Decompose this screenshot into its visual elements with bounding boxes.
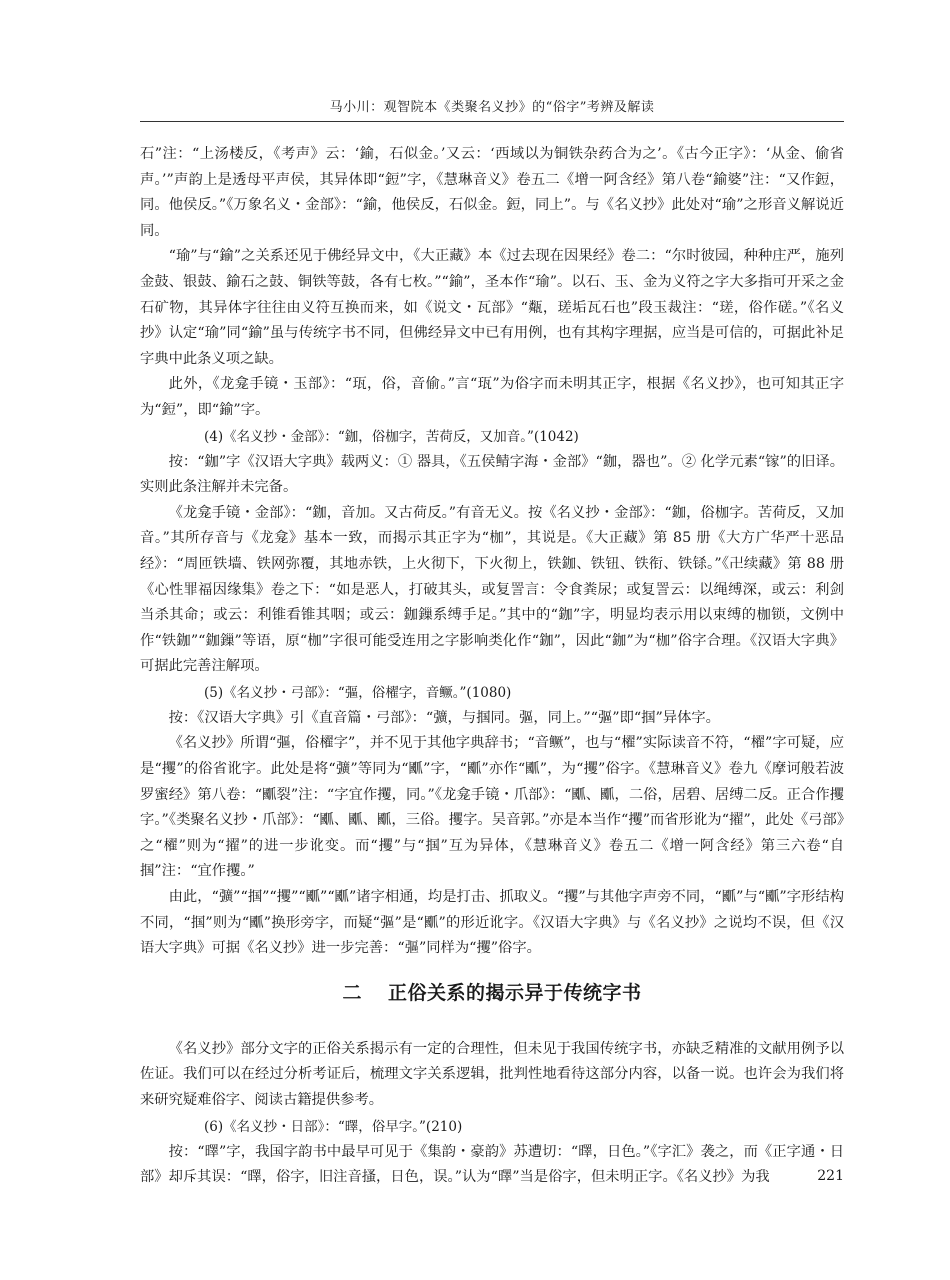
example-6-quote: (6)《名义抄・日部》：“曎，俗早字。”(210): [204, 1118, 463, 1135]
section-number: 二: [342, 981, 362, 1004]
page-number: 221: [817, 1168, 844, 1184]
paragraph-8: 按：《汉语大字典》引《直音篇・弓部》：“彍，与掴同。彄，同上。”“彄”即“掴”异体字。: [168, 709, 720, 726]
paragraph-10: 由此，“彍”“掴”“攫”“爴”“爴”诸字相通，均是打击、抓取义。“攫”与其他字声旁不同，“爴”与“爴”字形结构不同，“掴”则为“爴”换形旁字，而疑“彄”是“爴”的形近讹字。《汉语大字典》与《名义抄》之说均不误，但《汉语大字典》可据《名义抄》进一步完善：“彄”同样为“攫”俗字。: [140, 889, 844, 957]
paragraph-6: 《龙龛手镜・金部》：“鉫，音加。又古荷反。”有音无义。按《名义抄・金部》：“鉫，俗枷字。苦荷反，又加音。”其所存音与《龙龛》基本一致，而揭示其正字为“枷”，其说是。《大正藏》第 85 册《大方广华严十恶品经》：“周匝铁墙、铁网弥覆，其地赤铁，上火彻下，下火彻上，铁鉫、铁钮、铁衔、铁铩。”《卍续藏》第 88 册《心性罪福因缘集》卷之下：“如是恶人，打破其头，或复詈言：令食粪尿；或复詈云：以绳缚深，或云：利剑当杀其命；或云：利锥看锥其咽；或云：鉫鏁系缚手足。”其中的“鉫”字，明显均表示用以束缚的枷锁，文例中作“铁鉫”“鉫鏁”等语，原“枷”字很可能受连用之字影响类化作“鉫”，因此“鉫”为“枷”俗字合理。《汉语大字典》可据此完善注解项。: [140, 504, 844, 675]
article-body: [140, 142, 844, 1191]
paragraph-1: 石”注：“上汤楼反，《考声》云：‘鍮，石似金。’又云：‘西域以为铜铁杂药合为之’。《古今正字》：‘从金、偷省声。’”声韵上是透母平声侯，其异体即“鋀”字，《慧琳音义》卷五二《增一阿含经》第八卷“鍮婆”注：“又作鋀，同。他侯反。”《万象名义・金部》：“鍮，他侯反，石似金。鋀，同上”。与《名义抄》此处对“瑜”之形音义解说近同。: [140, 146, 844, 239]
running-header: 马小川：观智院本《类聚名义抄》的“俗字”考辨及解读: [140, 96, 844, 122]
paragraph-11: 《名义抄》部分文字的正俗关系揭示有一定的合理性，但未见于我国传统字书，亦缺乏精准的文献用例予以佐证。我们可以在经过分析考证后，梳理文字关系逻辑，批判性地看待这部分内容，以备一说。也许会为我们将来研究疑难俗字、阅读古籍提供参考。: [140, 1040, 844, 1108]
paragraph-3: 此外，《龙龛手镜・玉部》：“珁，俗，音偷。”言“珁”为俗字而未明其正字，根据《名义抄》，也可知其正字为“鋀”，即“鍮”字。: [140, 376, 844, 418]
paragraph-5: 按：“鉫”字《汉语大字典》载两义：① 器具，《五侯鲭字海・金部》“鉫，器也”。② 化学元素“镓”的旧译。实则此条注解并未完备。: [140, 453, 844, 496]
example-5-quote: (5)《名义抄・弓部》：“彄，俗櫂字，音鳜。”(1080): [204, 684, 512, 701]
section-title-text: 正俗关系的揭示异于传统字书: [388, 981, 642, 1004]
paragraph-9: 《名义抄》所谓“彄，俗櫂字”，并不见于其他字典辞书；“音鳜”，也与“櫂”实际读音不符，“櫂”字可疑，应是“攫”的俗省讹字。此处是将“彍”等同为“爴”字，“爴”亦作“爴”，为“攫”俗字。《慧琳音义》卷九《摩诃般若波罗蜜经》第八卷：“爴裂”注：“字宜作攫，同。”《龙龛手镜・爪部》：“爴、爴，二俗，居碧、居缚二反。正合作攫字。”《类聚名义抄・爪部》：“爴、爴、爴，三俗。攫字。吴音郭。”亦是本当作“攫”而省形讹为“擢”，此处《弓部》之“櫂”则为“擢”的进一步讹变。而“攫”与“掴”互为异体，《慧琳音义》卷五二《增一阿含经》第三六卷“自掴”注：“宜作攫。”: [140, 735, 844, 880]
example-4-quote: (4)《名义抄・金部》：“鉫，俗枷字，苦荷反，又加音。”(1042): [204, 428, 579, 445]
section-heading: [140, 978, 844, 1005]
paragraph-2: “瑜”与“鍮”之关系还见于佛经异文中，《大正藏》本《过去现在因果经》卷二：“尔时彼园，种种庄严，施列金鼓、银鼓、鍮石之鼓、铜铁等鼓，各有七枚。”“鍮”，圣本作“瑜”。以石、玉、金为义符之字大多指可开采之金石矿物，其异体字往往由义符互换而来，如《说文・瓦部》“甐，瑳垢瓦石也”段玉裁注：“瑳，俗作磋。”《名义抄》认定“瑜”同“鍮”虽与传统字书不同，但佛经异文中已有用例，也有其构字理据，应当是可信的，可据此补足字典中此条义项之缺。: [140, 248, 844, 367]
paragraph-13: 按：“曎”字，我国字韵书中最早可见于《集韵・豪韵》苏遭切：“曎，日色。”《字汇》袭之，而《正字通・日部》却斥其误：“曎，俗字，旧注音搔，日色，误。”认为“曎”当是俗字，但未明正字。《名义抄》为我: [140, 1143, 844, 1186]
